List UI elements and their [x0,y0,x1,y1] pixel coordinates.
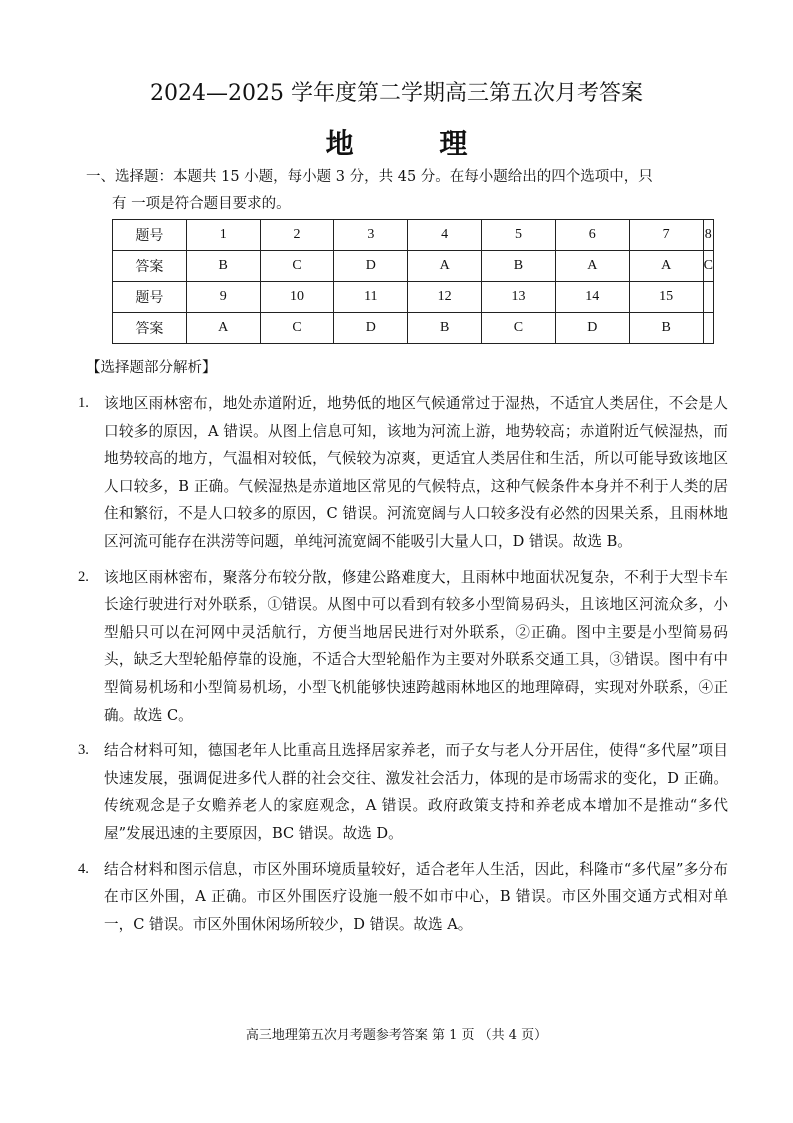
answer-table-cell [703,282,713,313]
answer-table-cell: C [260,251,334,282]
item-number: 4. [78,860,89,877]
analysis-item [78,737,728,847]
answer-table-cell: D [555,313,629,344]
item-text: 该地区雨林密布，聚落分布较分散，修建公路难度大，且雨林中地面状况复杂，不利于大型卡车长途行驶进行对外联系，①错误。从图中可以看到有较多小型简易码头，且该地区河流众多，小型船只可以在河网中灵活航行，方便当地居民进行对外联系，②正确。图中主要是小型简易码头，缺乏大型轮船停靠的设施，不适合大型轮船作为主要对外联系交通工具，③错误。图中有中型简易机场和小型简易机场，小型飞机能够快速跨越雨林地区的地理障碍，实现对外联系，④正确。故选 C。 [104,568,728,724]
answer-table-cell: C [260,313,334,344]
answer-table-cell: B [186,251,260,282]
page-title: 2024—2025 学年度第二学期高三第五次月考答案 [150,81,643,106]
answer-table-cell: B [408,313,482,344]
answer-table-cell: C [482,313,556,344]
answer-table-cell: 13 [482,282,556,313]
item-number: 3. [78,742,89,759]
answer-table-cell: 4 [408,220,482,251]
analysis-item [78,564,728,730]
answer-table-cell: A [555,251,629,282]
item-number: 1. [78,395,89,411]
answer-table-row [113,251,714,282]
analysis-item [78,390,728,556]
answer-table-cell: 11 [334,282,408,313]
answer-table-cell: 7 [629,220,703,251]
answer-table-cell: A [408,251,482,282]
answer-table-cell: 2 [260,220,334,251]
section-instructions [86,164,726,218]
answer-table-cell: B [629,313,703,344]
analysis-item [78,856,728,939]
answer-table-cell: D [334,251,408,282]
answer-table-cell [703,313,713,344]
answer-table-row-label: 题号 [113,282,187,313]
answer-table-cell: 8 [703,220,713,251]
answer-table-row [113,220,714,251]
analysis-list [78,390,728,946]
item-text: 结合材料可知，德国老年人比重高且选择居家养老，而子女与老人分开居住，使得“多代屋”项目快速发展，强调促进多代人群的社会交往、激发社会活力，体现的是市场需求的变化，D 正确。传统观念是子女赡养老人的家庭观念，A 错误。政府政策支持和养老成本增加不是推动“多代屋”发展迅速的主要原因，BC 错误。故选 D。 [104,742,728,842]
answer-table-cell: 15 [629,282,703,313]
section-instructions-line2: 有 一项是符合题目要求的。 [112,196,291,212]
answer-table-cell: 6 [555,220,629,251]
answer-table-row [113,313,714,344]
answer-table-cell: 14 [555,282,629,313]
answer-table-cell: 9 [186,282,260,313]
answer-table-cell: B [482,251,556,282]
page-footer: 高三地理第五次月考题参考答案 第 1 页 （共 4 页） [245,1028,548,1043]
answer-table-cell: 3 [334,220,408,251]
item-text: 结合材料和图示信息，市区外围环境质量较好，适合老年人生活，因此，科隆市“多代屋”多分布在市区外围，A 正确。市区外围医疗设施一般不如市中心，B 错误。市区外围交通方式相对单一，C 错误。市区外围休闲场所较少，D 错误。故选 A。 [104,860,728,933]
answer-table-cell: A [629,251,703,282]
answer-table-cell: A [186,313,260,344]
answer-table-cell: 5 [482,220,556,251]
answer-table-row-label: 答案 [113,313,187,344]
answer-table [112,219,714,344]
subject-heading: 地 理 [325,127,506,160]
answer-table-cell: 1 [186,220,260,251]
analysis-heading: 【选择题部分解析】 [86,360,217,376]
answer-table-cell: 12 [408,282,482,313]
answer-table-cell: 10 [260,282,334,313]
answer-table-cell: C [703,251,713,282]
answer-table-cell: D [334,313,408,344]
item-number: 2. [78,568,89,585]
answer-table-row-label: 题号 [113,220,187,251]
answer-table-row [113,282,714,313]
answer-table-row-label: 答案 [113,251,187,282]
item-text: 该地区雨林密布，地处赤道附近，地势低的地区气候通常过于湿热，不适宜人类居住，不会是人口较多的原因，A 错误。从图上信息可知，该地为河流上游，地势较高；赤道附近气候湿热，而地势较高的地方，气温相对较低，气候较为凉爽，更适宜人类居住和生活，所以可能导致该地区人口较多，B 正确。气候湿热是赤道地区常见的气候特点，这种气候条件本身并不利于人类的居住和繁衍，不是人口较多的原因，C 错误。河流宽阔与人口较多没有必然的因果关系，且雨林地区河流可能存在洪涝等问题，单纯河流宽阔不能吸引大量人口，D 错误。故选 B。 [104,395,728,550]
section-instructions-line1: 一、选择题：本题共 15 小题，每小题 3 分，共 45 分。在每小题给出的四个选项中，只 [86,169,653,185]
